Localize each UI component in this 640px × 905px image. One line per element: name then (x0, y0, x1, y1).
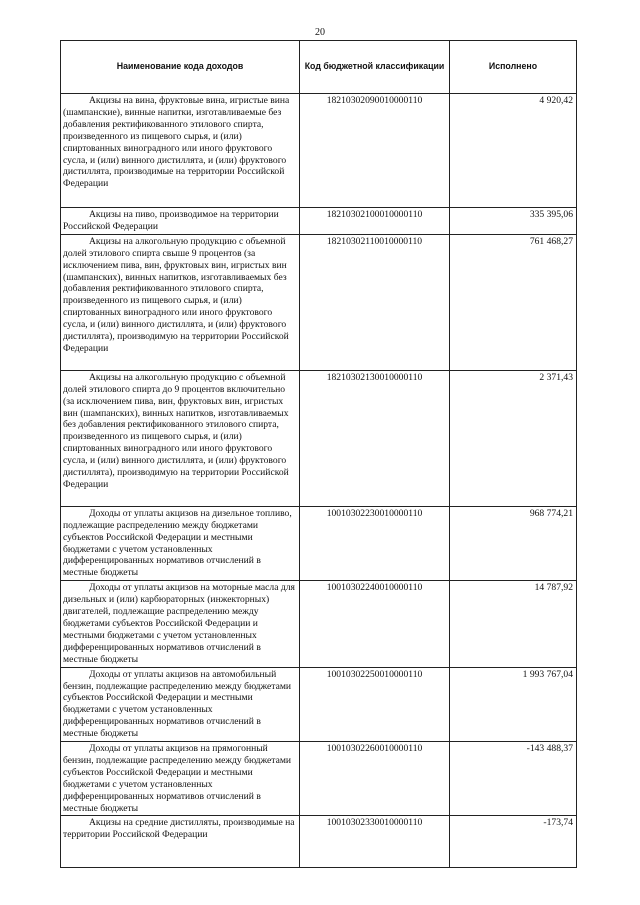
table-row (61, 370, 577, 506)
row-name: Доходы от уплаты акцизов на прямогонный бензин, подлежащие распределению между бюджетами субъектов Российской Федерации и местными бюджетами с учетом установленных дифференцированных нормативов отчислений в местные бюджеты (61, 742, 300, 816)
row-code: 10010302230010000110 (300, 506, 450, 580)
page-number: 20 (315, 27, 325, 38)
row-amount: 968 774,21 (450, 506, 577, 580)
header-code: Код бюджетной классификации (300, 41, 450, 94)
row-code: 18210302130010000110 (300, 370, 450, 506)
row-amount: 2 371,43 (450, 370, 577, 506)
row-name: Акцизы на алкогольную продукцию с объемной долей этилового спирта свыше 9 процентов (за исключением пива, вин, фруктовых вин, игристых вин (шампанских), винных напитков, изготавливаемых без добавления ректификованного этилового спирта, произведенного из пищевого сырья, и (или) спиртованных виноградного или иного фруктового сусла, и (или) винного дистиллята, и (или) фруктового дистиллята), производимую на территории Российской Федерации (61, 234, 300, 370)
row-code: 10010302260010000110 (300, 742, 450, 816)
row-amount: 761 468,27 (450, 234, 577, 370)
row-amount: 14 787,92 (450, 581, 577, 667)
row-code: 10010302240010000110 (300, 581, 450, 667)
row-code: 18210302090010000110 (300, 94, 450, 208)
row-code: 18210302110010000110 (300, 234, 450, 370)
header-name: Наименование кода доходов (61, 41, 300, 94)
row-name: Акцизы на вина, фруктовые вина, игристые вина (шампанские), винные напитки, изготавливаемые без добавления ректификованного этилового спирта, произведенного из пищевого сырья, и (или) спиртованных виноградного или иного фруктового сусла, и (или) винного дистиллята, и (или) фруктового дистиллята, производимые на территории Российской Федерации (61, 94, 300, 208)
row-name: Акцизы на пиво, производимое на территории Российской Федерации (61, 208, 300, 235)
row-amount: 1 993 767,04 (450, 667, 577, 741)
row-amount: 4 920,42 (450, 94, 577, 208)
table-row (61, 234, 577, 370)
row-code: 10010302250010000110 (300, 667, 450, 741)
table-row (61, 816, 577, 868)
row-amount: -173,74 (450, 816, 577, 868)
table-header-row (61, 41, 577, 94)
revenue-table (60, 40, 577, 868)
row-name: Доходы от уплаты акцизов на моторные масла для дизельных и (или) карбюраторных (инжекторных) двигателей, подлежащие распределению между бюджетами субъектов Российской Федерации и местными бюджетами с учетом установленных дифференцированных нормативов отчислений в местные бюджеты (61, 581, 300, 667)
row-amount: 335 395,06 (450, 208, 577, 235)
table-row (61, 742, 577, 816)
row-amount: -143 488,37 (450, 742, 577, 816)
row-code: 18210302100010000110 (300, 208, 450, 235)
table-row (61, 208, 577, 235)
header-amount: Исполнено (450, 41, 577, 94)
table-row (61, 94, 577, 208)
row-name: Акцизы на алкогольную продукцию с объемной долей этилового спирта до 9 процентов включительно (за исключением пива, вин, фруктовых вин, игристых вин (шампанских), винных напитков, изготавливаемых без добавления ректификованного этилового спирта, произведенного из пищевого сырья, и (или) спиртованных виноградного или иного фруктового сусла, и (или) винного дистиллята, и (или) фруктового дистиллята), производимую на территории Российской Федерации (61, 370, 300, 506)
row-name: Доходы от уплаты акцизов на дизельное топливо, подлежащие распределению между бюджетами субъектов Российской Федерации и местными бюджетами с учетом установленных дифференцированных нормативов отчислений в местные бюджеты (61, 506, 300, 580)
row-code: 10010302330010000110 (300, 816, 450, 868)
row-name: Доходы от уплаты акцизов на автомобильный бензин, подлежащие распределению между бюджетами субъектов Российской Федерации и местными бюджетами с учетом установленных дифференцированных нормативов отчислений в местные бюджеты (61, 667, 300, 741)
row-name: Акцизы на средние дистилляты, производимые на территории Российской Федерации (61, 816, 300, 868)
table-row (61, 506, 577, 580)
table-row (61, 581, 577, 667)
table-row (61, 667, 577, 741)
